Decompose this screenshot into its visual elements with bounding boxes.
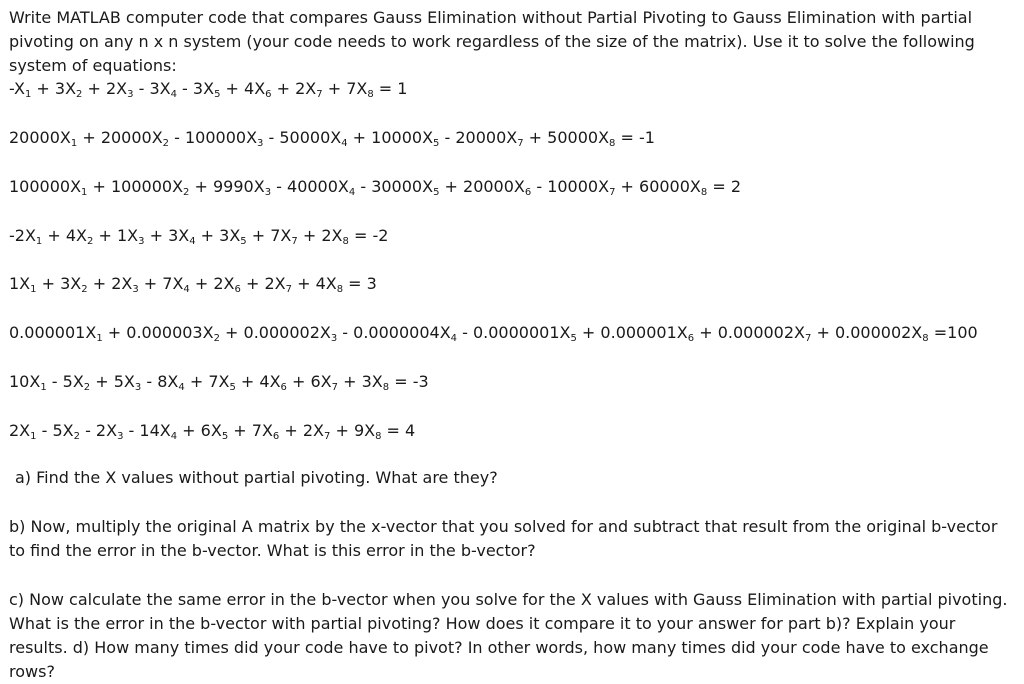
variable-subscript: 5 — [214, 89, 221, 100]
variable-subscript: 4 — [341, 138, 348, 149]
variable-subscript: 4 — [450, 333, 458, 344]
equation-term: + 2X — [82, 79, 128, 98]
equation-term: + 9X — [330, 421, 376, 440]
variable-subscript: 2 — [81, 284, 88, 295]
equation-term: + 10000X — [347, 128, 434, 147]
equation-term: - 3X — [133, 79, 171, 98]
equation-term: + 20000X — [439, 177, 525, 196]
variable-subscript: 7 — [805, 333, 812, 344]
equation-term: = -2 — [348, 226, 389, 245]
variable-subscript: 8 — [382, 382, 390, 393]
equation-term: + 2X — [189, 274, 235, 293]
equation-term: = 4 — [381, 421, 416, 440]
equation-term: 20000X — [9, 128, 71, 147]
equation-term: - 3X — [176, 79, 215, 98]
equation-term: - 10000X — [531, 177, 610, 196]
equation-3 — [9, 176, 741, 198]
equation-term: -2X — [9, 226, 36, 245]
equation-4 — [9, 225, 388, 247]
equation-term: -X — [9, 79, 25, 98]
question-b: b) Now, multiply the original A matrix by the x-vector that you solved for and subtract that result from the original b-vector to find the error in the b-vector. What is this error in the b-vector? — [9, 517, 998, 560]
equation-term: + 0.000001X — [576, 323, 688, 342]
equation-term: + 6X — [177, 421, 222, 440]
equation-term: + 3X — [31, 79, 77, 98]
variable-subscript: 8 — [336, 284, 344, 295]
equation-term: - 20000X — [439, 128, 518, 147]
equation-term: + 2X — [279, 421, 324, 440]
variable-subscript: 3 — [127, 89, 134, 100]
equation-term: 10X — [9, 372, 41, 391]
equation-term: + 3X — [36, 274, 82, 293]
variable-subscript: 4 — [348, 187, 356, 198]
equation-term: 0.000001X — [9, 323, 97, 342]
variable-subscript: 7 — [331, 382, 339, 393]
equation-term: - 14X — [123, 421, 171, 440]
variable-subscript: 4 — [183, 284, 190, 295]
equation-term: + 7X — [138, 274, 184, 293]
variable-subscript: 2 — [76, 89, 83, 100]
equation-term: + 2X — [297, 226, 343, 245]
problem-intro: Write MATLAB computer code that compares Gauss Elimination without Partial Pivoting to Gauss Elimination with partial pivoting on any n x n system (your code needs to work regardless of the size of the matrix). Use it to solve the following system of equations: — [9, 8, 975, 75]
equation-term: - 5X — [46, 372, 84, 391]
equation-term: - 8X — [141, 372, 179, 391]
equation-term: + 3X — [144, 226, 190, 245]
variable-subscript: 8 — [609, 138, 616, 149]
variable-subscript: 4 — [189, 236, 196, 247]
equation-term: - 30000X — [355, 177, 434, 196]
equation-7 — [9, 371, 429, 393]
equation-term: - 40000X — [271, 177, 349, 196]
variable-subscript: 6 — [265, 89, 272, 100]
variable-subscript: 3 — [117, 431, 124, 442]
variable-subscript: 3 — [264, 187, 272, 198]
equation-term: =100 — [928, 323, 978, 342]
variable-subscript: 1 — [81, 187, 88, 198]
variable-subscript: 8 — [342, 236, 349, 247]
equation-term: = -1 — [615, 128, 655, 147]
variable-subscript: 7 — [609, 187, 616, 198]
equation-2 — [9, 127, 655, 149]
variable-subscript: 8 — [700, 187, 708, 198]
variable-subscript: 7 — [285, 284, 292, 295]
equation-term: + 4X — [220, 79, 266, 98]
equation-term: - 2X — [79, 421, 118, 440]
equation-term: + 2X — [240, 274, 286, 293]
equation-5 — [9, 273, 377, 295]
equation-term: 100000X — [9, 177, 82, 196]
equation-term: + 7X — [228, 421, 273, 440]
variable-subscript: 1 — [35, 236, 43, 247]
variable-subscript: 1 — [40, 382, 47, 393]
variable-subscript: 6 — [234, 284, 241, 295]
variable-subscript: 5 — [433, 187, 440, 198]
variable-subscript: 4 — [178, 382, 185, 393]
variable-subscript: 5 — [240, 236, 247, 247]
equation-term: - 5X — [36, 421, 74, 440]
equation-term: + 0.000002X — [694, 323, 805, 342]
variable-subscript: 1 — [96, 333, 103, 344]
variable-subscript: 2 — [83, 382, 91, 393]
equation-term: 1X — [9, 274, 31, 293]
equation-term: + 0.000002X — [811, 323, 923, 342]
variable-subscript: 6 — [280, 382, 287, 393]
equation-term: - 100000X — [169, 128, 258, 147]
equation-term: + 7X — [322, 79, 368, 98]
equation-term: = -3 — [389, 372, 429, 391]
equation-term: 2X — [9, 421, 31, 440]
equation-term: + 3X — [195, 226, 241, 245]
variable-subscript: 2 — [213, 333, 220, 344]
variable-subscript: 3 — [257, 138, 264, 149]
variable-subscript: 5 — [433, 138, 440, 149]
variable-subscript: 2 — [87, 236, 94, 247]
variable-subscript: 6 — [687, 333, 695, 344]
equation-term: + 4X — [42, 226, 88, 245]
variable-subscript: 2 — [162, 138, 170, 149]
question-a: a) Find the X values without partial pivoting. What are they? — [15, 468, 498, 487]
equation-term: + 5X — [90, 372, 135, 391]
equation-term: + 4X — [235, 372, 281, 391]
equation-term: + 100000X — [87, 177, 184, 196]
equation-term: - 0.0000001X — [457, 323, 571, 342]
equation-term: + 9990X — [189, 177, 265, 196]
equation-term: + 0.000002X — [219, 323, 331, 342]
variable-subscript: 5 — [221, 431, 229, 442]
variable-subscript: 7 — [324, 431, 331, 442]
variable-subscript: 4 — [170, 89, 177, 100]
equation-8 — [9, 420, 415, 442]
variable-subscript: 7 — [291, 236, 298, 247]
equation-6 — [9, 322, 978, 344]
equation-term: + 1X — [93, 226, 139, 245]
equation-term: - 50000X — [263, 128, 342, 147]
equation-term: + 50000X — [523, 128, 610, 147]
equation-term: + 2X — [87, 274, 133, 293]
variable-subscript: 8 — [922, 333, 929, 344]
equation-term: + 0.000003X — [102, 323, 214, 342]
variable-subscript: 8 — [367, 89, 374, 100]
variable-subscript: 2 — [73, 431, 80, 442]
variable-subscript: 6 — [272, 431, 280, 442]
equation-term: = 2 — [707, 177, 742, 196]
variable-subscript: 6 — [524, 187, 532, 198]
variable-subscript: 3 — [330, 333, 338, 344]
equation-term: + 7X — [246, 226, 292, 245]
variable-subscript: 5 — [570, 333, 577, 344]
variable-subscript: 5 — [229, 382, 236, 393]
equation-1 — [9, 78, 407, 100]
variable-subscript: 3 — [138, 236, 145, 247]
variable-subscript: 7 — [316, 89, 323, 100]
equation-term: + 4X — [291, 274, 337, 293]
variable-subscript: 7 — [517, 138, 524, 149]
equation-term: = 3 — [343, 274, 377, 293]
variable-subscript: 8 — [375, 431, 382, 442]
equation-term: + 6X — [286, 372, 332, 391]
equation-term: + 2X — [271, 79, 317, 98]
equation-term: = 1 — [373, 79, 408, 98]
variable-subscript: 2 — [183, 187, 190, 198]
question-cd: c) Now calculate the same error in the b-vector when you solve for the X values with Gauss Elimination with partial pivoting. What is the error in the b-vector with partial pivoting? How does it compare it to your answer for part b)? Explain your results. d) How many times did your code have to pivot? In other words, how many times did your code have to exchange rows? — [9, 590, 1008, 681]
equation-term: + 3X — [338, 372, 383, 391]
variable-subscript: 1 — [70, 138, 78, 149]
variable-subscript: 1 — [24, 89, 32, 100]
equation-term: + 60000X — [615, 177, 701, 196]
variable-subscript: 1 — [30, 284, 37, 295]
variable-subscript: 3 — [134, 382, 142, 393]
equation-term: + 20000X — [77, 128, 163, 147]
variable-subscript: 4 — [170, 431, 178, 442]
equation-term: + 7X — [184, 372, 230, 391]
variable-subscript: 1 — [30, 431, 37, 442]
equation-term: - 0.0000004X — [337, 323, 451, 342]
variable-subscript: 3 — [132, 284, 139, 295]
